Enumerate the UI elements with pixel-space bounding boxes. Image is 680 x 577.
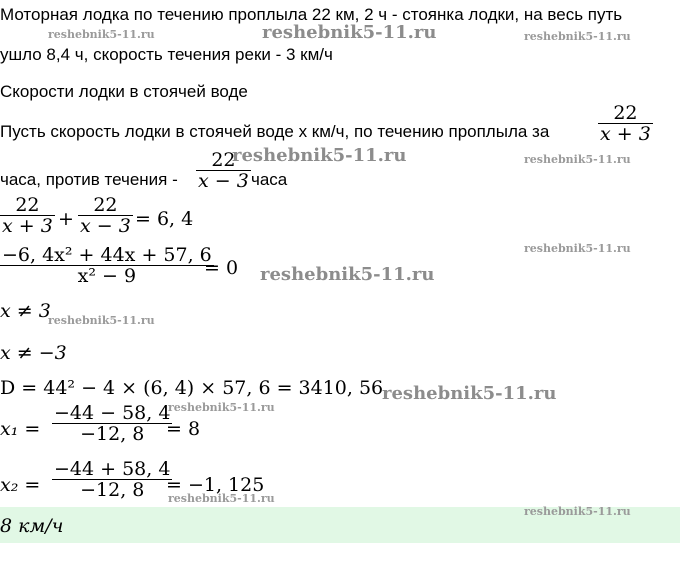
watermark: reshebnik5-11.ru: [524, 242, 631, 255]
fraction-denominator: x + 3: [600, 123, 651, 145]
root-2-rhs: = −1, 125: [166, 474, 265, 496]
watermark: reshebnik5-11.ru: [168, 401, 275, 414]
question-text: Скорости лодки в стоячей воде: [0, 82, 248, 101]
fraction-numerator: −44 + 58, 4: [54, 458, 171, 480]
problem-line-1: Моторная лодка по течению проплыла 22 км, 2 ч - стоянка лодки, на весь путь: [0, 5, 623, 24]
equation-fraction-2: [78, 195, 133, 236]
root-2-lhs: x₂ =: [0, 474, 41, 496]
watermark: reshebnik5-11.ru: [262, 22, 437, 43]
condition-1: x ≠ 3: [0, 300, 51, 322]
solution-intro: Пусть скорость лодки в стоячей воде x км/ч, по течению проплыла за: [0, 122, 550, 141]
root-2-fraction: [52, 459, 172, 500]
answer-text: 8 км/ч: [0, 515, 64, 537]
fraction-numerator: 22: [93, 194, 118, 216]
discriminant: D = 44² − 4 × (6, 4) × 57, 6 = 3410, 56: [0, 377, 384, 399]
fraction-denominator: −12, 8: [52, 479, 172, 500]
watermark: reshebnik5-11.ru: [232, 145, 407, 166]
watermark: reshebnik5-11.ru: [168, 492, 275, 505]
equation-rhs: = 6, 4: [135, 208, 194, 230]
fraction-denominator: x − 3: [198, 170, 249, 192]
plus-sign: +: [58, 208, 74, 230]
watermark: reshebnik5-11.ru: [382, 383, 557, 404]
root-1-lhs: x₁ =: [0, 418, 41, 440]
fraction-denominator: x + 3: [2, 215, 53, 237]
equation-fraction-1: [0, 195, 55, 236]
problem-line-2: ушло 8,4 ч, скорость течения реки - 3 км/ч: [0, 45, 333, 64]
fraction-denominator: x − 3: [80, 215, 131, 237]
root-1-fraction: [52, 403, 172, 444]
quadratic-rhs: = 0: [204, 257, 239, 279]
fraction-numerator: 22: [613, 102, 638, 124]
fraction-numerator: 22: [15, 194, 40, 216]
quadratic-fraction: [0, 245, 214, 286]
fraction-downstream: [598, 103, 653, 144]
fraction-numerator: 22: [211, 149, 236, 171]
fraction-numerator: −44 − 58, 4: [54, 402, 171, 424]
hours-against-text: часа, против течения -: [0, 170, 178, 189]
condition-2: x ≠ −3: [0, 342, 67, 364]
watermark: reshebnik5-11.ru: [524, 505, 631, 518]
watermark: reshebnik5-11.ru: [48, 28, 155, 41]
hours-word: часа: [251, 170, 288, 189]
root-1-rhs: = 8: [166, 418, 201, 440]
fraction-numerator: −6, 4x² + 44x + 57, 6: [2, 244, 212, 266]
watermark: reshebnik5-11.ru: [524, 153, 631, 166]
fraction-denominator: −12, 8: [52, 423, 172, 444]
watermark: reshebnik5-11.ru: [524, 30, 631, 43]
watermark: reshebnik5-11.ru: [48, 314, 155, 327]
fraction-denominator: x² − 9: [0, 265, 214, 286]
watermark: reshebnik5-11.ru: [260, 264, 435, 285]
